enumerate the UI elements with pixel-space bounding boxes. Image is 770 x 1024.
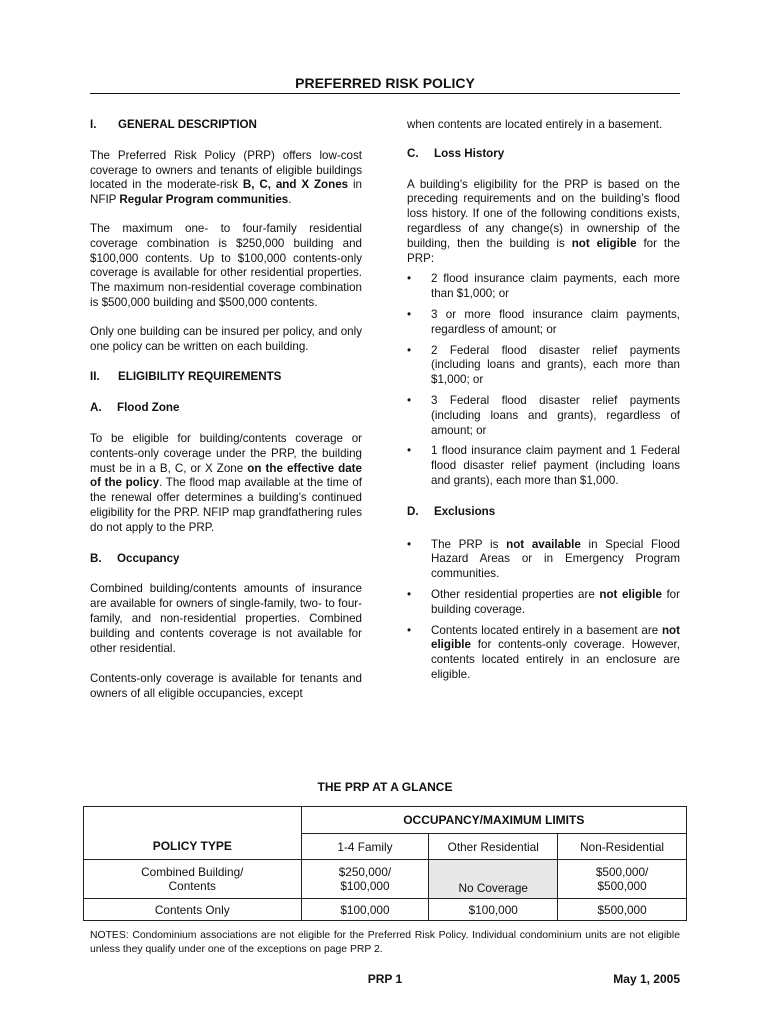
flood-zone-paragraph	[90, 432, 362, 536]
policy-type-cell	[84, 860, 302, 899]
bullet: •	[407, 343, 412, 357]
list-item-text: 2 flood insurance claim payments, each more than $1,000; or	[431, 272, 680, 301]
right-column	[407, 118, 680, 689]
column-header-non-residential: Non-Residential	[558, 834, 687, 860]
text-run: To be eligible for building/contents coverage or contents-only coverage under the PRP, the building must be in a B, C, or X Zone	[90, 431, 362, 475]
text-run: Contents-only coverage is available for tenants and owners of all eligible occupancies, except	[90, 672, 362, 701]
text-run: when contents are located entirely in a basement.	[407, 118, 663, 131]
bullet: •	[407, 587, 412, 601]
list-item-text: 3 or more flood insurance claim payments, regardless of amount; or	[431, 307, 680, 336]
no-coverage-cell: No Coverage	[429, 860, 558, 899]
table-row	[84, 860, 687, 899]
bullet: •	[407, 623, 412, 637]
occupancy-limits-header: OCCUPANCY/MAXIMUM LIMITS	[301, 807, 686, 834]
prp-glance-table	[83, 806, 687, 921]
text-run-bold: not eligible	[431, 623, 680, 652]
table-notes: NOTES: Condominium associations are not eligible for the Preferred Risk Policy. Individual condominium units are not eligible unless they qualify under one of the exceptions on page PRP 2.	[90, 930, 680, 955]
text-run: for building coverage.	[431, 587, 680, 616]
subsection-letter: D.	[407, 504, 419, 518]
text-run-bold: B, C, and X Zones	[242, 178, 349, 192]
limit-cell	[301, 860, 429, 899]
list-item	[407, 538, 680, 582]
text-run-bold: not eligible	[571, 236, 637, 250]
limit-cell: $100,000	[301, 899, 429, 921]
section-title: ELIGIBILITY REQUIREMENTS	[118, 370, 282, 384]
list-item-text: 1 flood insurance claim payment and 1 Federal flood disaster relief payment (including loans and grants), each more than $1,000.	[431, 444, 680, 487]
subsection-letter: C.	[407, 146, 419, 160]
occupancy-paragraph-2-continued	[407, 118, 680, 133]
subsection-letter: B.	[90, 551, 102, 565]
cell-line: Combined Building/	[141, 865, 244, 879]
list-item	[407, 272, 680, 302]
text-run-bold: on the effective date of the policy	[90, 461, 362, 490]
title-rule	[90, 93, 680, 94]
page-title: PREFERRED RISK POLICY	[295, 75, 475, 91]
cell-line: $500,000	[597, 879, 647, 893]
bullet: •	[407, 272, 412, 286]
subsection-title: Occupancy	[117, 551, 180, 565]
text-run-bold: not eligible	[599, 587, 662, 601]
general-description-paragraph	[90, 149, 362, 208]
section-heading-eligibility	[90, 370, 362, 385]
text-run: A building's eligibility for the PRP is based on the preceding requirements and on the building’s flood loss history. If one of the following conditions exists, regardless of any change(s) in ownership of the building, then the building is	[407, 177, 680, 250]
policy-type-header: POLICY TYPE	[84, 807, 302, 860]
list-item	[407, 344, 680, 388]
table-header-row	[84, 807, 687, 834]
text-run: in Special Flood Hazard Areas or in Emergency Program communities.	[431, 537, 680, 581]
section-title: GENERAL DESCRIPTION	[118, 118, 257, 131]
text-run: The PRP is	[431, 537, 507, 551]
list-item	[407, 394, 680, 438]
subsection-letter: A.	[90, 401, 102, 415]
subsection-heading-occupancy	[90, 552, 362, 567]
cell-line: $250,000/	[338, 865, 392, 879]
section-heading-general	[90, 118, 362, 133]
page-date: May 1, 2005	[613, 972, 680, 986]
cell-line: $500,000/	[595, 865, 649, 879]
text-run: in NFIP	[90, 178, 362, 207]
bullet: •	[407, 307, 412, 321]
column-header-1-4-family: 1-4 Family	[301, 834, 429, 860]
list-item	[407, 444, 680, 488]
bullet: •	[407, 444, 412, 458]
subsection-heading-loss-history	[407, 147, 680, 162]
limit-cell: $500,000	[558, 899, 687, 921]
cell-line: $100,000	[340, 879, 390, 893]
exclusions-list	[407, 538, 680, 683]
text-run: for the PRP:	[407, 236, 680, 265]
section-number: I.	[90, 118, 97, 131]
list-item-text: 2 Federal flood disaster relief payments (including loans and grants), each more than $1,000; or	[431, 343, 680, 387]
list-item	[407, 308, 680, 338]
occupancy-paragraph-2	[90, 672, 362, 702]
table-row	[84, 899, 687, 921]
text-run: The Preferred Risk Policy (PRP) offers low-cost coverage to owners and tenants of eligible buildings located in the moderate-risk	[90, 148, 362, 192]
column-header-other-residential: Other Residential	[429, 834, 558, 860]
bullet: •	[407, 393, 412, 407]
subsection-heading-flood-zone	[90, 401, 362, 416]
text-run: . The flood map available at the time of the renewal offer determines a building’s continued eligibility for the PRP. NFIP map grandfathering rules do not apply to the PRP.	[90, 476, 362, 534]
page-number: PRP 1	[367, 972, 403, 986]
subsection-heading-exclusions	[407, 505, 680, 520]
one-building-paragraph: Only one building can be insured per policy, and only one policy can be written on each building.	[90, 324, 362, 353]
text-run-bold: not available	[506, 537, 581, 551]
list-item	[407, 588, 680, 618]
bullet: •	[407, 537, 412, 551]
cell-line: Contents	[168, 879, 216, 893]
subsection-title: Loss History	[434, 146, 505, 160]
list-item	[407, 624, 680, 683]
list-item-text: 3 Federal flood disaster relief payments (including loans and grants), regardless of amount; or	[431, 393, 680, 437]
limit-cell	[558, 860, 687, 899]
text-run-bold: Regular Program communities	[119, 193, 289, 207]
policy-type-cell: Contents Only	[84, 899, 302, 921]
limit-cell: $100,000	[429, 899, 558, 921]
section-number: II.	[90, 370, 100, 384]
loss-history-paragraph	[407, 178, 680, 267]
text-run: Contents located entirely in a basement are	[431, 623, 662, 637]
text-run: .	[288, 193, 292, 207]
glance-title: THE PRP AT A GLANCE	[317, 780, 453, 794]
left-column	[90, 118, 362, 702]
occupancy-paragraph-1: Combined building/contents amounts of insurance are available for owners of single-family, two- to four-family, and non-residential properties. Combined building and contents coverage is not available for other residential.	[90, 582, 362, 655]
loss-history-list	[407, 272, 680, 488]
subsection-title: Flood Zone	[117, 401, 180, 415]
subsection-title: Exclusions	[434, 504, 496, 518]
text-run: for contents-only coverage. However, contents located entirely in an enclosure are eligible.	[431, 638, 680, 681]
coverage-limits-paragraph: The maximum one- to four-family residential coverage combination is $250,000 building and $100,000 contents. Up to $100,000 contents-only coverage is available for other residential properties. The maximum non-residential coverage combination is $500,000 building and $500,000 contents.	[90, 221, 362, 309]
text-run: Other residential properties are	[431, 587, 600, 601]
